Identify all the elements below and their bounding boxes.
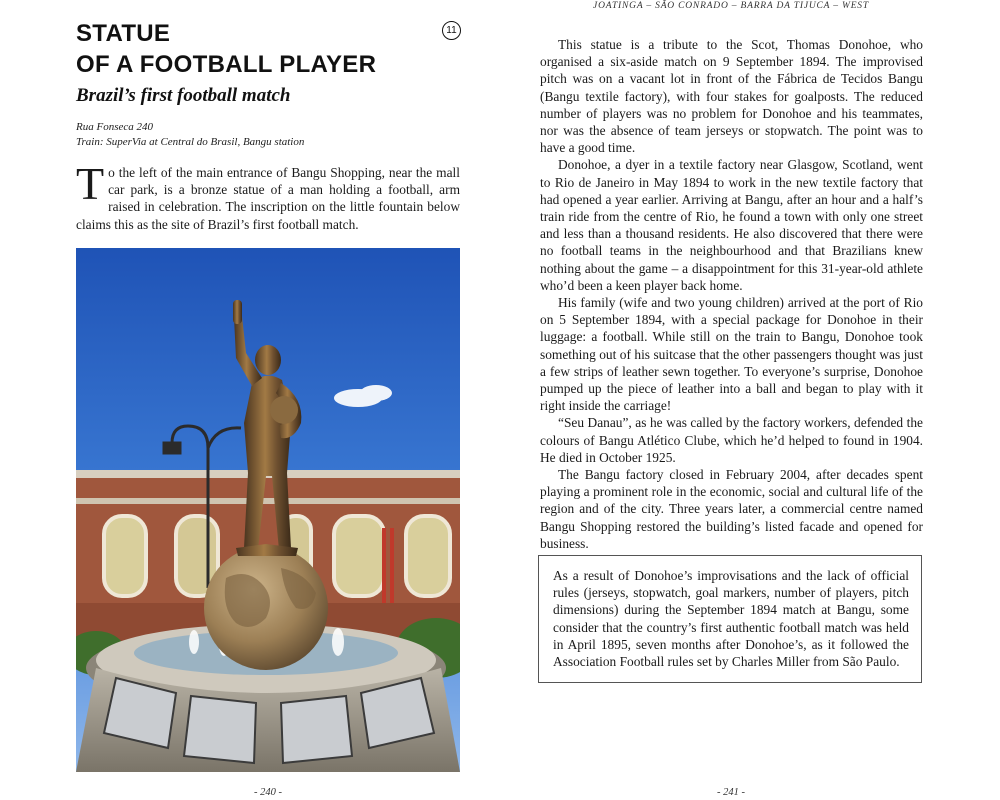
drop-cap: T [76,158,105,209]
title-line-2: OF A FOOTBALL PLAYER [76,51,377,78]
running-header: JOATINGA – SÃO CONRADO – BARRA DA TIJUCA – WEST [593,1,869,11]
subtitle: Brazil’s first football match [76,85,291,106]
body-paragraph: Donohoe, a dyer in a textile factory near Glasgow, Scotland, went to Rio de Janeiro in May 1894 to work in the new textile factory that had opened a year earlier. Arriving at Bangu, after an hour and a half’s train ride from the centre of Rio, he found a town with only one street and less than a thousand residents. He also discovered that there were no football teams in the neighbourhood and that Brazilians knew nothing about the game – a disappointment for this 31-year-old athlete who’d been a keen player back home. [540,157,923,293]
body-paragraph: This statue is a tribute to the Scot, Thomas Donohoe, who organised a six-aside match on 9 September 1894. The improvised pitch was on a vacant lot in front of the Fábrica de Tecidos Bangu (Bangu textile factory), with four stakes for goalposts. The reduced number of players was no problem for Donohoe and his teammates, nor was the absence of team jerseys or stopwatch. The point was to have a good time. [540,37,923,156]
page-title [76,18,416,80]
address-street: Rua Fonseca 240 [76,121,153,133]
body-paragraph: “Seu Danau”, as he was called by the factory workers, defended the colours of Bangu Atlético Clube, which he’d helped to found in 1904. He died in October 1925. [540,415,923,465]
intro-text: o the left of the main entrance of Bangu Shopping, near the mall car park, is a bronze statue of a man holding a football, arm raised in celebration. The inscription on the little fountain below claims this as the site of Brazil’s first football match. [76,165,460,232]
title-line-1: STATUE [76,20,171,47]
page-number-right: - 241 - [717,787,745,798]
page-number-left: - 240 - [254,787,282,798]
address-block [76,120,456,150]
sidebar-text: As a result of Donohoe’s improvisations and the lack of official rules (jerseys, stopwatch, goal markers, number of players, pitch dimensions) during the September 1894 match at Bangu, some consider that the country’s first authentic football match was held in April 1895, seven months after Donohoe’s, as it followed the Association Football rules set by Charles Miller from São Paulo. [553,568,909,670]
address-transport: Train: SuperVia at Central do Brasil, Bangu station [76,136,305,148]
statue-photo [76,248,460,772]
main-text-column [540,36,923,552]
body-paragraph: The Bangu factory closed in February 2004, after decades spent playing a prominent role in the economic, social and cultural life of the region and of the city. Three years later, a commercial centre named Bangu Shopping restored the building’s listed facade and opened for business. [540,467,923,551]
body-paragraph: His family (wife and two young children) arrived at the port of Rio on 5 September 1894, with a special package for Donohoe in their luggage: a football. While still on the train to Bangu, Donohoe took something out of his suitcase that the other passengers thought was just a few strips of leather sewn together. To everyone’s surprise, Donohoe pumped up the piece of leather into a ball and began to play with it right inside the carriage! [540,295,923,414]
entry-number-badge: 11 [442,21,461,40]
sidebar-box [538,555,922,683]
intro-paragraph [76,158,460,233]
